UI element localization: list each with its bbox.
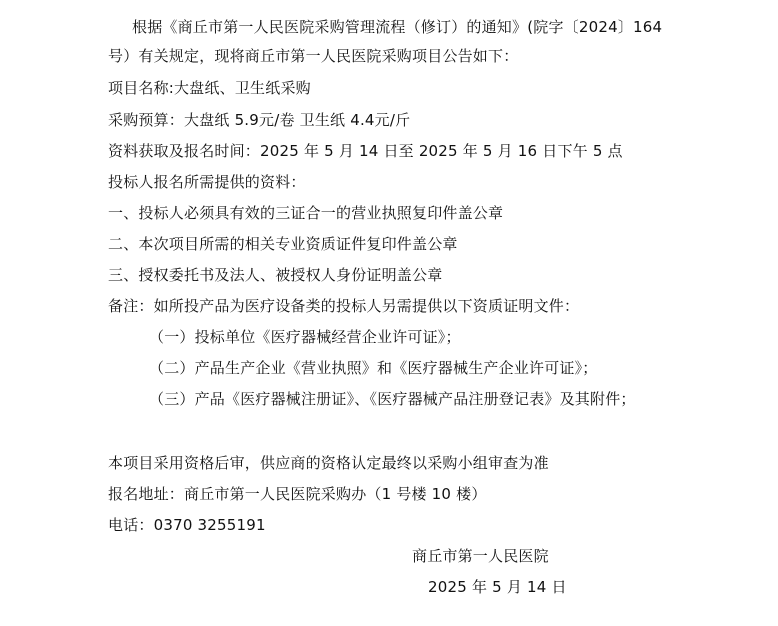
project-name: 项目名称:大盘纸、卫生纸采购 — [108, 79, 311, 97]
signature-organization: 商丘市第一人民医院 — [412, 547, 549, 565]
registration-time: 资料获取及报名时间：2025 年 5 月 14 日至 2025 年 5 月 16 日下午 5 点 — [108, 142, 623, 160]
signature-date: 2025 年 5 月 14 日 — [428, 578, 567, 596]
intro-line-2: 号）有关规定，现将商丘市第一人民医院采购项目公告如下： — [108, 47, 519, 65]
material-item-1: 一、投标人必须具有效的三证合一的营业执照复印件盖公章 — [108, 204, 504, 222]
contact-phone: 电话：0370 3255191 — [108, 516, 266, 534]
materials-heading: 投标人报名所需提供的资料： — [108, 173, 306, 191]
material-item-2: 二、本次项目所需的相关专业资质证件复印件盖公章 — [108, 235, 458, 253]
procurement-budget: 采购预算：大盘纸 5.9元/卷 卫生纸 4.4元/斤 — [108, 111, 411, 129]
remark-item-1: （一）投标单位《医疗器械经营企业许可证》； — [149, 328, 461, 346]
remark: 备注：如所投产品为医疗设备类的投标人另需提供以下资质证明文件： — [108, 297, 580, 315]
remark-item-2: （二）产品生产企业《营业执照》和《医疗器械生产企业许可证》； — [149, 359, 598, 377]
review-statement: 本项目采用资格后审，供应商的资格认定最终以采购小组审查为准 — [108, 454, 549, 472]
intro-line-1: 根据《商丘市第一人民医院采购管理流程（修订）的通知》(院字〔2024〕164 — [132, 18, 663, 36]
registration-address: 报名地址：商丘市第一人民医院采购办（1 号楼 10 楼） — [108, 485, 487, 503]
remark-item-3: （三）产品《医疗器械注册证》、《医疗器械产品注册登记表》及其附件； — [149, 390, 636, 408]
material-item-3: 三、授权委托书及法人、被授权人身份证明盖公章 — [108, 266, 443, 284]
